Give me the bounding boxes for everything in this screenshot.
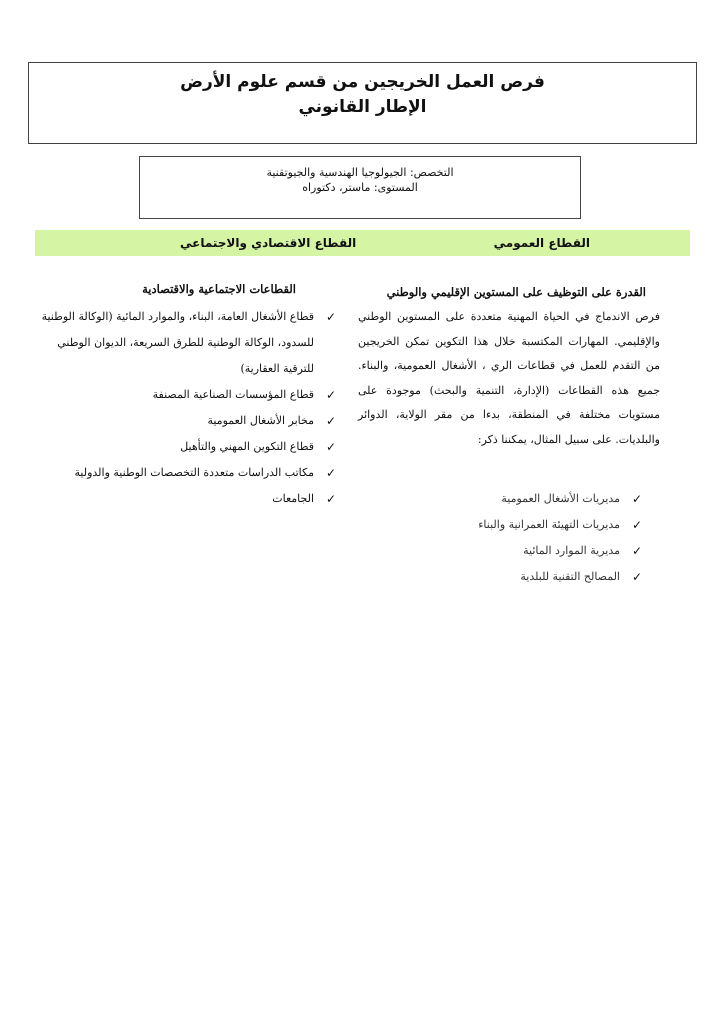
list-item: ✓ مديرية الموارد المائية xyxy=(358,538,642,564)
economic-sector-column xyxy=(40,282,336,512)
check-icon: ✓ xyxy=(325,466,336,480)
specialty-line: التخصص: الجيولوجيا الهندسية والجيوتقنية xyxy=(266,166,454,179)
economic-sector-heading: القطاع الاقتصادي والاجتماعي xyxy=(180,236,357,250)
sector-header-band xyxy=(35,230,690,256)
check-icon: ✓ xyxy=(631,544,642,558)
check-icon: ✓ xyxy=(631,492,642,506)
list-item: ✓ مديريات التهيئة العمرانية والبناء xyxy=(358,512,642,538)
public-sector-subtitle: القدرة على التوظيف على المستوين الإقليمي والوطني xyxy=(386,285,646,299)
check-icon: ✓ xyxy=(325,440,336,454)
public-sector-heading: القطاع العمومي xyxy=(493,236,590,250)
level-line: المستوى: ماستر، دكتوراه xyxy=(302,181,418,194)
check-icon: ✓ xyxy=(325,388,336,402)
list-item: ✓ قطاع الأشغال العامة، البناء، والموارد المائية (الوكالة الوطنية للسدود، الوكالة الوطنية للطرق السريعة، الديوان الوطني للترقية العقارية) xyxy=(40,304,336,382)
check-icon: ✓ xyxy=(325,310,336,324)
check-icon: ✓ xyxy=(631,570,642,584)
title-box xyxy=(28,62,697,144)
list-item: ✓ قطاع المؤسسات الصناعية المصنفة xyxy=(40,382,336,408)
economic-sector-list xyxy=(40,304,336,512)
list-item: ✓ قطاع التكوين المهني والتأهيل xyxy=(40,434,336,460)
check-icon: ✓ xyxy=(631,518,642,532)
list-item: ✓ المصالح التقنية للبلدية xyxy=(358,564,642,590)
check-icon: ✓ xyxy=(325,492,336,506)
list-item: ✓ الجامعات xyxy=(40,486,336,512)
public-sector-paragraph: فرص الاندماج في الحياة المهنية متعددة على المستوين الوطني والإقليمي. المهارات المكتسبة خلال هذا التكوين تمكن الخريجين من التقدم للعمل في قطاعات الري ، الأشغال العمومية، والبناء. جميع هذه القطاعات (الإدارة، التنمية والبحث) موجودة على مستويات مختلفة في المنطقة، بدءا من مقر الولاية، الدوائر والبلديات. على سبيل المثال، يمكننا ذكر: xyxy=(358,310,660,446)
public-sector-list xyxy=(358,486,642,590)
page-subtitle: الإطار القانوني xyxy=(298,97,427,117)
list-item: ✓ مكاتب الدراسات متعددة التخصصات الوطنية والدولية xyxy=(40,460,336,486)
list-item: ✓ مديريات الأشغال العمومية xyxy=(358,486,642,512)
check-icon: ✓ xyxy=(325,414,336,428)
economic-sector-subtitle: القطاعات الاجتماعية والاقتصادية xyxy=(142,282,296,296)
specialty-box xyxy=(139,156,581,219)
page-title: فرص العمل الخريجين من قسم علوم الأرض xyxy=(180,72,545,92)
public-sector-column xyxy=(358,285,660,590)
list-item: ✓ مخابر الأشغال العمومية xyxy=(40,408,336,434)
